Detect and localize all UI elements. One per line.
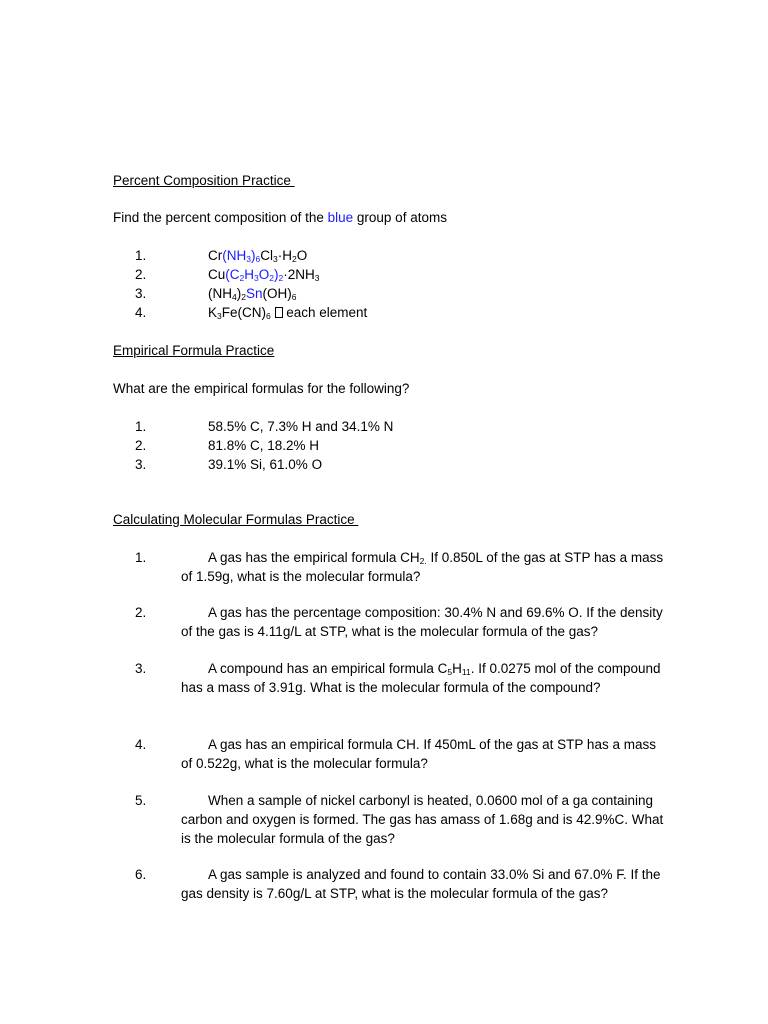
problem-text: A compound has an empirical formula $C_5H_{11}$. If 0.0275 mol of the compound has a mass of 3.91g. What is the molecular formula of the compound? [181,661,661,695]
problem-text: A gas has an empirical formula CH. If 450mL of the gas at STP has a mass of 0.522g, what is the molecular formula? [181,737,656,771]
molecular-problem-2 [135,603,665,641]
problem-number: 4. [135,737,147,752]
empirical-formula-heading: Empirical Formula Practice [113,343,275,358]
molecular-problem-1 [135,548,665,586]
formula-2: $Cu(C_2H_3O_2)_2\cdot 2NH_3$ [208,267,320,283]
empirical-composition: 58.5% C, 7.3% H and 34.1% N [208,419,394,434]
empirical-question: What are the empirical formulas for the following? [113,381,410,396]
problem-text: A gas sample is analyzed and found to contain 33.0% Si and 67.0% F. If the gas density is 7.60g/L at STP, what is the molecular formula of the gas? [181,867,661,901]
instruction-blue-word: blue [327,210,354,225]
item-number: 2. [135,267,147,282]
item-number: 3. [135,457,147,472]
item-number: 2. [135,438,147,453]
item-number: 3. [135,286,147,301]
item-number: 4. [135,305,147,320]
missing-glyph-box [275,307,283,318]
problem-text: A gas has the empirical formula $CH_{2.}$ If 0.850L of the gas at STP has a mass of 1.59g, what is the molecular formula? [181,550,664,584]
problem-number: 5. [135,793,147,808]
percent-composition-heading: Percent Composition Practice [113,173,295,188]
instruction-post: group of atoms [353,210,447,225]
problem-text: A gas has the percentage composition: 30.4% N and 69.6% O. If the density of the gas is 4.11g/L at STP, what is the molecular formula of the gas? [181,605,663,639]
formula-1: $Cr(NH_3)_6Cl_3\cdot H_2O$ [208,248,308,264]
formula-4-tail: each element [282,305,368,320]
formula-3: $(NH_4)_2Sn(OH)_6$ [208,286,297,302]
problem-number: 2. [135,605,147,620]
percent-instruction [113,208,447,227]
instruction-pre: Find the percent composition of the [113,210,328,225]
item-number: 1. [135,419,147,434]
molecular-problem-3 [135,659,665,697]
molecular-problem-4 [135,735,665,773]
problem-number: 1. [135,550,147,565]
item-number: 1. [135,248,147,263]
molecular-problem-5 [135,791,665,848]
formula-4: $K_3Fe(CN)_6$ each element [208,305,368,321]
molecular-formula-heading: Calculating Molecular Formulas Practice [113,512,359,527]
problem-number: 6. [135,867,147,882]
empirical-composition: 39.1% Si, 61.0% O [208,457,323,472]
problem-number: 3. [135,661,147,676]
empirical-composition: 81.8% C, 18.2% H [208,438,320,453]
molecular-problem-6 [135,865,665,903]
problem-text: When a sample of nickel carbonyl is heated, 0.0600 mol of a ga containing carbon and oxygen is formed. The gas has amass of 1.68g and is 42.9%C. What is the molecular formula of the gas? [181,793,664,846]
